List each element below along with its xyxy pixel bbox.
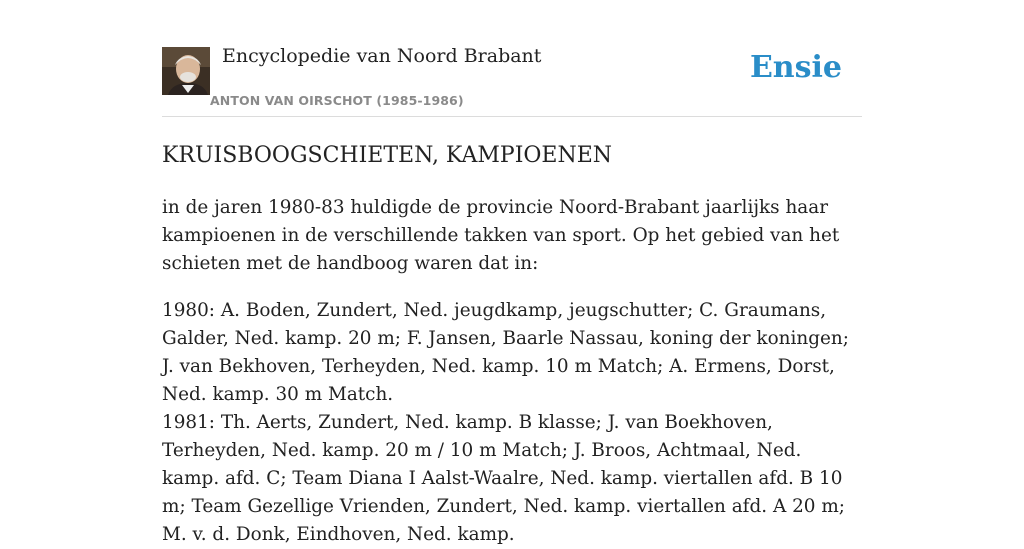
author-name[interactable]: ANTON VAN OIRSCHOT (1985-1986) — [210, 93, 464, 108]
entry-intro: in de jaren 1980-83 huldigde de provincie Noord-Brabant jaarlijks haar kampioenen in de verschillende takken van sport. Op het gebied van het schieten met de handboog waren dat in: — [162, 197, 840, 274]
entry-title: KRUISBOOGSCHIETEN, KAMPIOENEN — [162, 143, 613, 168]
avatar-portrait-icon — [162, 47, 210, 95]
article-header — [162, 0, 862, 117]
source-title[interactable]: Encyclopedie van Noord Brabant — [222, 45, 542, 67]
article-container — [162, 0, 862, 549]
brand-logo[interactable]: Ensie — [749, 50, 842, 85]
author-avatar[interactable] — [162, 47, 210, 95]
entry-paragraph-1981: 1981: Th. Aerts, Zundert, Ned. kamp. B klasse; J. van Boekhoven, Terheyden, Ned. kamp. 20 m / 10 m Match; J. Broos, Achtmaal, Ned. kamp. afd. C; Team Diana I Aalst-Waalre, Ned. kamp. viertallen afd. B 10 m; Team Gezellige Vrienden, Zundert, Ned. kamp. viertallen afd. A 20 m; M. v. d. Donk, Eindhoven, Ned. kamp. — [162, 412, 845, 545]
entry-paragraph-1980: 1980: A. Boden, Zundert, Ned. jeugdkamp, jeugschutter; C. Graumans, Galder, Ned. kamp. 20 m; F. Jansen, Baarle Nassau, koning der koningen; J. van Bekhoven, Terheyden, Ned. kamp. 10 m Match; A. Ermens, Dorst, Ned. kamp. 30 m Match. — [162, 300, 849, 405]
entry-list — [162, 297, 862, 549]
